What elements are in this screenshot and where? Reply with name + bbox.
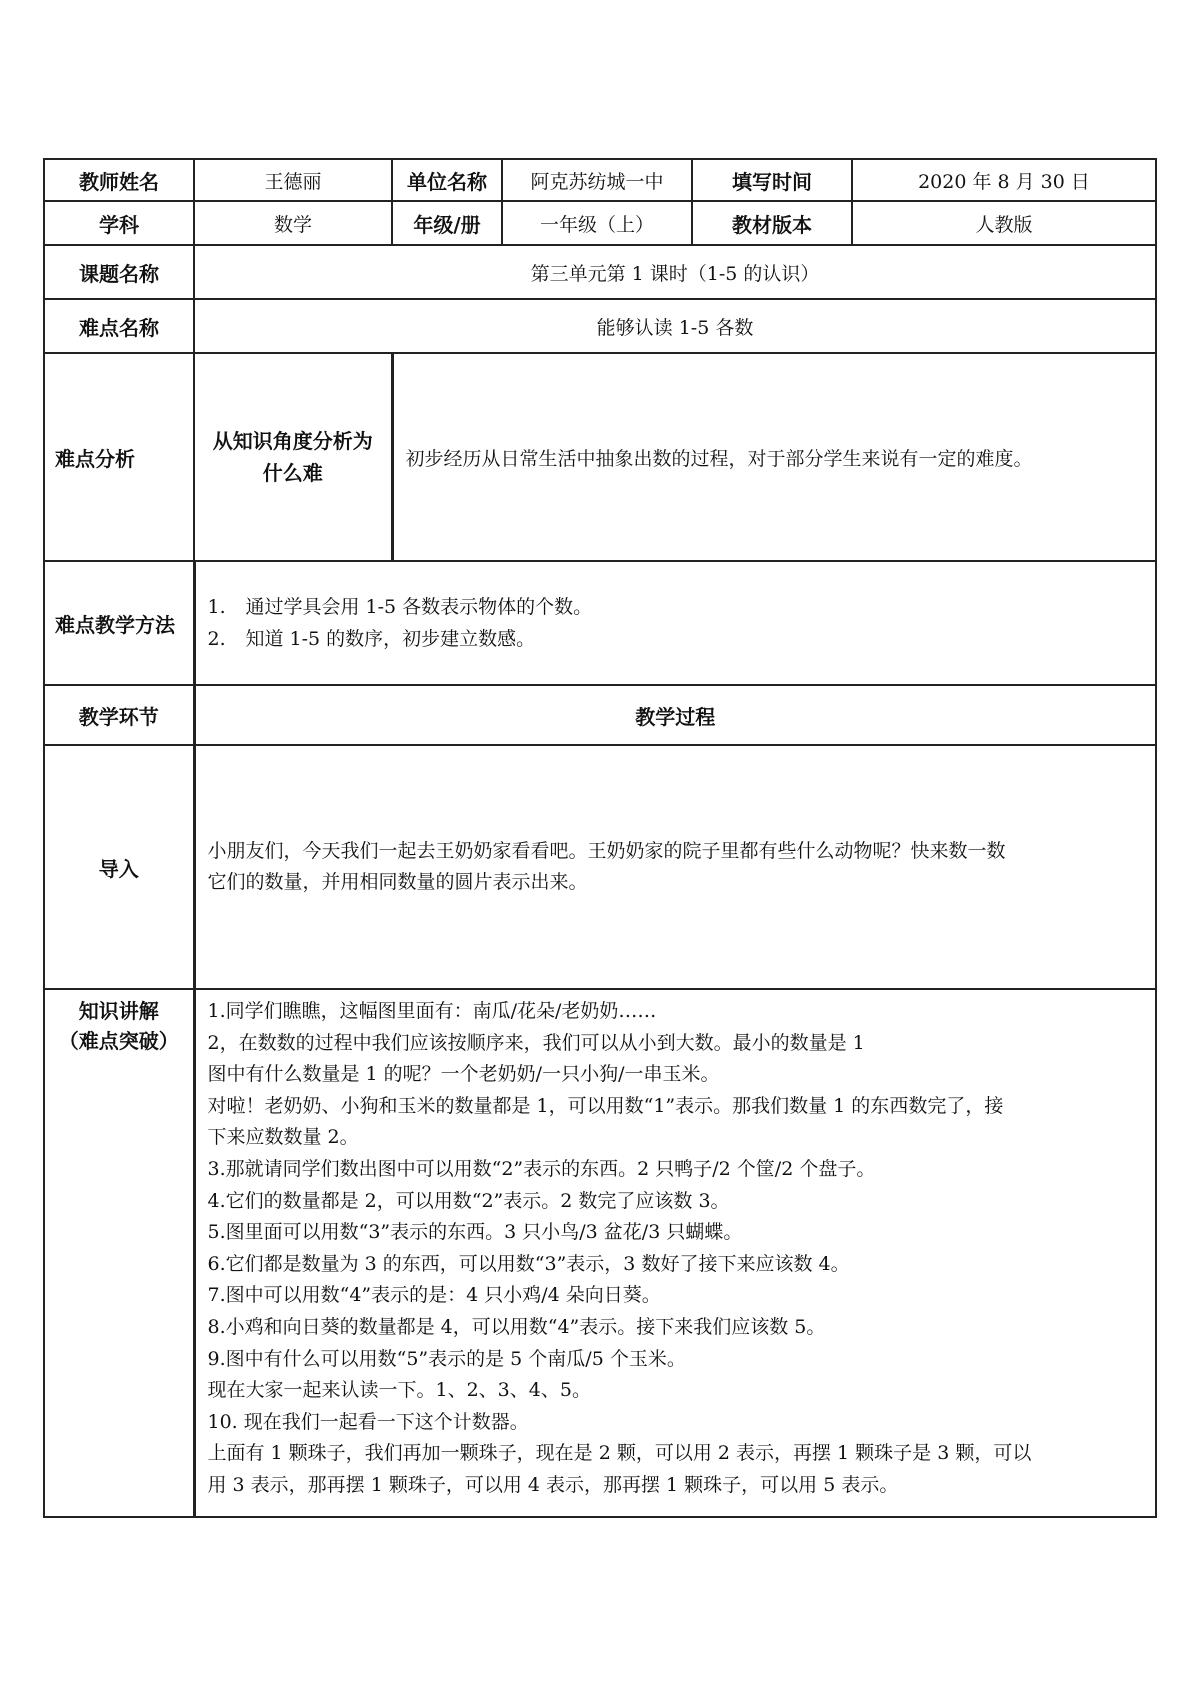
- explain-line: 8.小鸡和向日葵的数量都是 4，可以用数“4”表示。接下来我们应该数 5。: [207, 1315, 826, 1338]
- textbook-value: 人教版: [852, 201, 1156, 245]
- fill-date-value: 2020 年 8 月 30 日: [852, 159, 1156, 201]
- process-header: 教学过程: [194, 685, 1156, 745]
- process-header-row: [44, 685, 1156, 745]
- explain-line: 图中有什么数量是 1 的呢？一个老奶奶/一只小狗/一串玉米。: [207, 1063, 720, 1086]
- intro-row: [44, 745, 1156, 989]
- explain-line: 2，在数数的过程中我们应该按顺序来，我们可以从小到大数。最小的数量是 1: [207, 1031, 865, 1054]
- analysis-row: [44, 353, 1156, 561]
- method-list: [194, 561, 1156, 685]
- analysis-label: 难点分析: [44, 353, 194, 561]
- explain-line: 3.那就请同学们数出图中可以用数“2”表示的东西。2 只鸭子/2 个筐/2 个盘子。: [207, 1157, 876, 1180]
- explain-line: 6.它们都是数量为 3 的东西，可以用数“3”表示，3 数好了接下来应该数 4。: [207, 1252, 850, 1275]
- difficulty-row: [44, 299, 1156, 353]
- explain-line: 上面有 1 颗珠子，我们再加一颗珠子，现在是 2 颗，可以用 2 表示，再摆 1 颗珠子是 3 颗，可以: [207, 1442, 1032, 1465]
- intro-label: 导入: [44, 745, 194, 989]
- explain-line: 下来应数数量 2。: [207, 1126, 359, 1149]
- method-label: 难点教学方法: [44, 561, 194, 685]
- intro-line: 小朋友们，今天我们一起去王奶奶家看看吧。王奶奶家的院子里都有些什么动物呢？快来数一数: [207, 840, 1006, 862]
- method-item-number: 1.: [207, 596, 226, 618]
- method-item: [196, 591, 1156, 623]
- topic-value: 第三单元第 1 课时（1-5 的认识）: [194, 245, 1156, 299]
- grade-value: 一年级（上）: [502, 201, 692, 245]
- method-item: [196, 623, 1156, 655]
- fill-date-label: 填写时间: [692, 159, 852, 201]
- explain-line: 9.图中有什么可以用数“5”表示的是 5 个南瓜/5 个玉米。: [207, 1347, 686, 1370]
- analysis-value: 初步经历从日常生活中抽象出数的过程，对于部分学生来说有一定的难度。: [392, 353, 1156, 561]
- explain-line: 7.图中可以用数“4”表示的是：4 只小鸡/4 朵向日葵。: [207, 1284, 661, 1307]
- analysis-sub-label-line1: 从知识角度分析为: [212, 429, 373, 453]
- lesson-plan-table: [43, 158, 1157, 1518]
- explain-line: 10. 现在我们一起看一下这个计数器。: [207, 1410, 529, 1433]
- explain-content: [194, 989, 1156, 1517]
- method-item-text: 知道 1-5 的数序，初步建立数感。: [245, 628, 536, 650]
- explain-line: 用 3 表示，那再摆 1 颗珠子，可以用 4 表示，那再摆 1 颗珠子，可以用 5 表示。: [207, 1473, 899, 1496]
- teacher-name-value: 王德丽: [194, 159, 392, 201]
- unit-name-label: 单位名称: [392, 159, 502, 201]
- subject-label: 学科: [44, 201, 194, 245]
- header-row-2: [44, 201, 1156, 245]
- explain-line: 1.同学们瞧瞧，这幅图里面有：南瓜/花朵/老奶奶……: [207, 1000, 657, 1022]
- teacher-name-label: 教师姓名: [44, 159, 194, 201]
- subject-value: 数学: [194, 201, 392, 245]
- grade-label: 年级/册: [392, 201, 502, 245]
- topic-label: 课题名称: [44, 245, 194, 299]
- explain-label: [44, 989, 194, 1517]
- method-row: [44, 561, 1156, 685]
- explain-line: 现在大家一起来认读一下。1、2、3、4、5。: [207, 1379, 591, 1402]
- intro-content: [194, 745, 1156, 989]
- topic-row: [44, 245, 1156, 299]
- explain-line: 4.它们的数量都是 2，可以用数“2”表示。2 数完了应该数 3。: [207, 1189, 730, 1212]
- explain-line: 5.图里面可以用数“3”表示的东西。3 只小鸟/3 盆花/3 只蝴蝶。: [207, 1221, 743, 1244]
- header-row-1: [44, 159, 1156, 201]
- analysis-sub-label: [194, 353, 392, 561]
- unit-name-value: 阿克苏纺城一中: [502, 159, 692, 201]
- intro-line: 它们的数量，并用相同数量的圆片表示出来。: [207, 871, 588, 893]
- explain-label-line1: 知识讲解: [78, 999, 159, 1023]
- stage-header: 教学环节: [44, 685, 194, 745]
- difficulty-value: 能够认读 1-5 各数: [194, 299, 1156, 353]
- explain-row: [44, 989, 1156, 1517]
- difficulty-label: 难点名称: [44, 299, 194, 353]
- textbook-label: 教材版本: [692, 201, 852, 245]
- analysis-sub-label-line2: 什么难: [262, 461, 323, 485]
- method-item-text: 通过学具会用 1-5 各数表示物体的个数。: [245, 596, 593, 618]
- explain-line: 对啦！老奶奶、小狗和玉米的数量都是 1，可以用数“1”表示。那我们数量 1 的东西数完了，接: [207, 1094, 1004, 1117]
- method-item-number: 2.: [207, 628, 226, 650]
- explain-label-line2: （难点突破）: [58, 1029, 179, 1053]
